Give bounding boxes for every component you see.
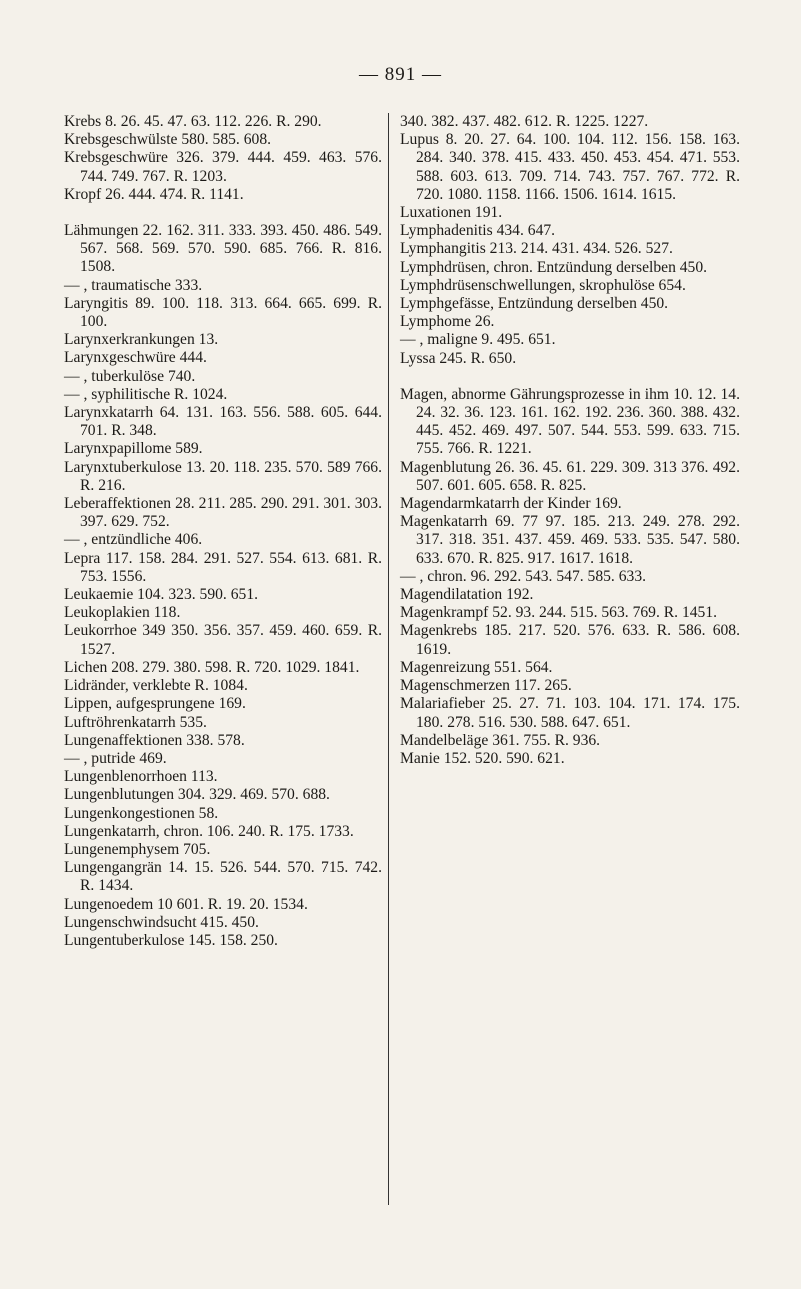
index-entry: Leukaemie 104. 323. 590. 651. (64, 586, 259, 604)
index-entry: Leukorrhoe 349 350. 356. 357. 459. 460. 659. R. 1527. (64, 622, 382, 658)
index-entry: Lungentuberkulose 145. 158. 250. (64, 931, 278, 949)
index-entry: Lähmungen 22. 162. 311. 333. 393. 450. 486. 549. 567. 568. 569. 570. 590. 685. 766. R. 816. 1508. (64, 222, 382, 276)
index-entry: Krebsgeschwülste 580. 585. 608. (64, 131, 272, 149)
index-entry: Manie 152. 520. 590. 621. (400, 749, 565, 767)
index-entry: Leberaffektionen 28. 211. 285. 290. 291. 301. 303. 397. 629. 752. (64, 495, 382, 531)
index-entry: Lungenoedem 10 601. R. 19. 20. 1534. (64, 895, 308, 913)
index-entry: — , maligne 9. 495. 651. (400, 331, 556, 349)
index-entry: Luxationen 191. (400, 204, 503, 222)
index-entry: — , syphilitische R. 1024. (64, 385, 228, 403)
index-entry: Magendarmkatarrh der Kinder 169. (400, 495, 622, 513)
index-entry: Kropf 26. 444. 474. R. 1141. (64, 185, 244, 203)
index-entry: Magenblutung 26. 36. 45. 61. 229. 309. 313 376. 492. 507. 601. 605. 658. R. 825. (400, 458, 740, 494)
index-entry: — , tuberkulöse 740. (64, 367, 196, 385)
index-entry: Lungenaffektionen 338. 578. (64, 731, 245, 749)
index-entry: Lungenblenorrhoen 113. (64, 768, 218, 786)
index-entry: Magen, abnorme Gährungsprozesse in ihm 10. 12. 14. 24. 32. 36. 123. 161. 162. 192. 236. 360. 388. 432. 445. 452. 469. 497. 507. 544. 553. 599. 633. 715. 755. 766. R. 1221. (400, 385, 740, 458)
index-entry: Larynxgeschwüre 444. (64, 349, 207, 367)
index-entry: Krebsgeschwüre 326. 379. 444. 459. 463. 576. 744. 749. 767. R. 1203. (64, 149, 382, 185)
index-entry: Magenreizung 551. 564. (400, 658, 553, 676)
index-entry: Lupus 8. 20. 27. 64. 100. 104. 112. 156. 158. 163. 284. 340. 378. 415. 433. 450. 453. 454. 471. 553. 588. 603. 613. 709. 714. 743. 757. 767. 772. R. 720. 1080. 1158. 1166. 1506. 1614. 1615. (400, 131, 740, 203)
column-divider (388, 113, 389, 1205)
page-number: — 891 — (359, 64, 442, 85)
index-entry: Lyssa 245. R. 650. (400, 349, 517, 367)
index-entry: 340. 382. 437. 482. 612. R. 1225. 1227. (400, 113, 649, 130)
index-entry: Mandelbeläge 361. 755. R. 936. (400, 731, 601, 749)
index-entry: Lymphangitis 213. 214. 431. 434. 526. 527. (400, 240, 673, 258)
index-entry: Lungengangrän 14. 15. 526. 544. 570. 715. 742. R. 1434. (64, 859, 382, 895)
index-entry: — , traumatische 333. (64, 276, 203, 294)
index-entry: — , entzündliche 406. (64, 531, 203, 549)
index-entry: Magenkatarrh 69. 77 97. 185. 213. 249. 278. 292. 317. 318. 351. 437. 459. 469. 533. 535. 547. 580. 633. 670. R. 825. 917. 1617. 1618. (400, 513, 740, 567)
index-entry: Lungenkatarrh, chron. 106. 240. R. 175. 1733. (64, 822, 354, 840)
index-entry: Magenschmerzen 117. 265. (400, 677, 572, 695)
index-entry: Lichen 208. 279. 380. 598. R. 720. 1029. 1841. (64, 658, 360, 676)
index-entry: Lymphgefässe, Entzündung derselben 450. (400, 295, 669, 313)
index-entry: Leukoplakien 118. (64, 604, 181, 622)
index-entry: Laryngitis 89. 100. 118. 313. 664. 665. 699. R. 100. (64, 294, 382, 331)
index-entry: Larynxkatarrh 64. 131. 163. 556. 588. 605. 644. 701. R. 348. (64, 404, 382, 440)
index-entry: Lymphome 26. (400, 313, 495, 331)
index-entry: Larynxtuberkulose 13. 20. 118. 235. 570. 589 766. R. 216. (64, 458, 382, 494)
index-entry: Lungenblutungen 304. 329. 469. 570. 688. (64, 786, 330, 804)
index-entry: Lippen, aufgesprungene 169. (64, 695, 246, 713)
index-entry: — , chron. 96. 292. 543. 547. 585. 633. (400, 567, 647, 585)
index-entry: Magendilatation 192. (400, 586, 534, 604)
index-entry: Magenkrampf 52. 93. 244. 515. 563. 769. R. 1451. (400, 604, 718, 622)
index-entry: Lungenkongestionen 58. (64, 804, 219, 822)
index-entry: — , putride 469. (64, 749, 167, 767)
index-entry: Larynxerkrankungen 13. (64, 331, 219, 349)
index-entry: Krebs 8. 26. 45. 47. 63. 112. 226. R. 290. (64, 113, 322, 130)
index-entry: Lepra 117. 158. 284. 291. 527. 554. 613. 681. R. 753. 1556. (64, 549, 382, 585)
index-entry: Lidränder, verklebte R. 1084. (64, 677, 248, 695)
section-gap (64, 204, 382, 222)
index-entry: Magenkrebs 185. 217. 520. 576. 633. R. 586. 608. 1619. (400, 622, 740, 658)
index-entry: Lymphadenitis 434. 647. (400, 222, 556, 240)
index-entry: Lymphdrüsenschwellungen, skrophulöse 654. (400, 276, 686, 294)
index-entry: Larynxpapillome 589. (64, 440, 203, 458)
section-gap (400, 368, 740, 386)
index-entry: Malariafieber 25. 27. 71. 103. 104. 171. 174. 175. 180. 278. 516. 530. 588. 647. 651. (400, 695, 740, 731)
index-column-right (400, 113, 740, 768)
index-entry: Lymphdrüsen, chron. Entzündung derselben 450. (400, 258, 708, 276)
index-entry: Luftröhrenkatarrh 535. (64, 713, 207, 731)
index-entry: Lungenemphysem 705. (64, 840, 211, 858)
index-entry: Lungenschwindsucht 415. 450. (64, 913, 259, 931)
index-column-left (64, 113, 382, 950)
